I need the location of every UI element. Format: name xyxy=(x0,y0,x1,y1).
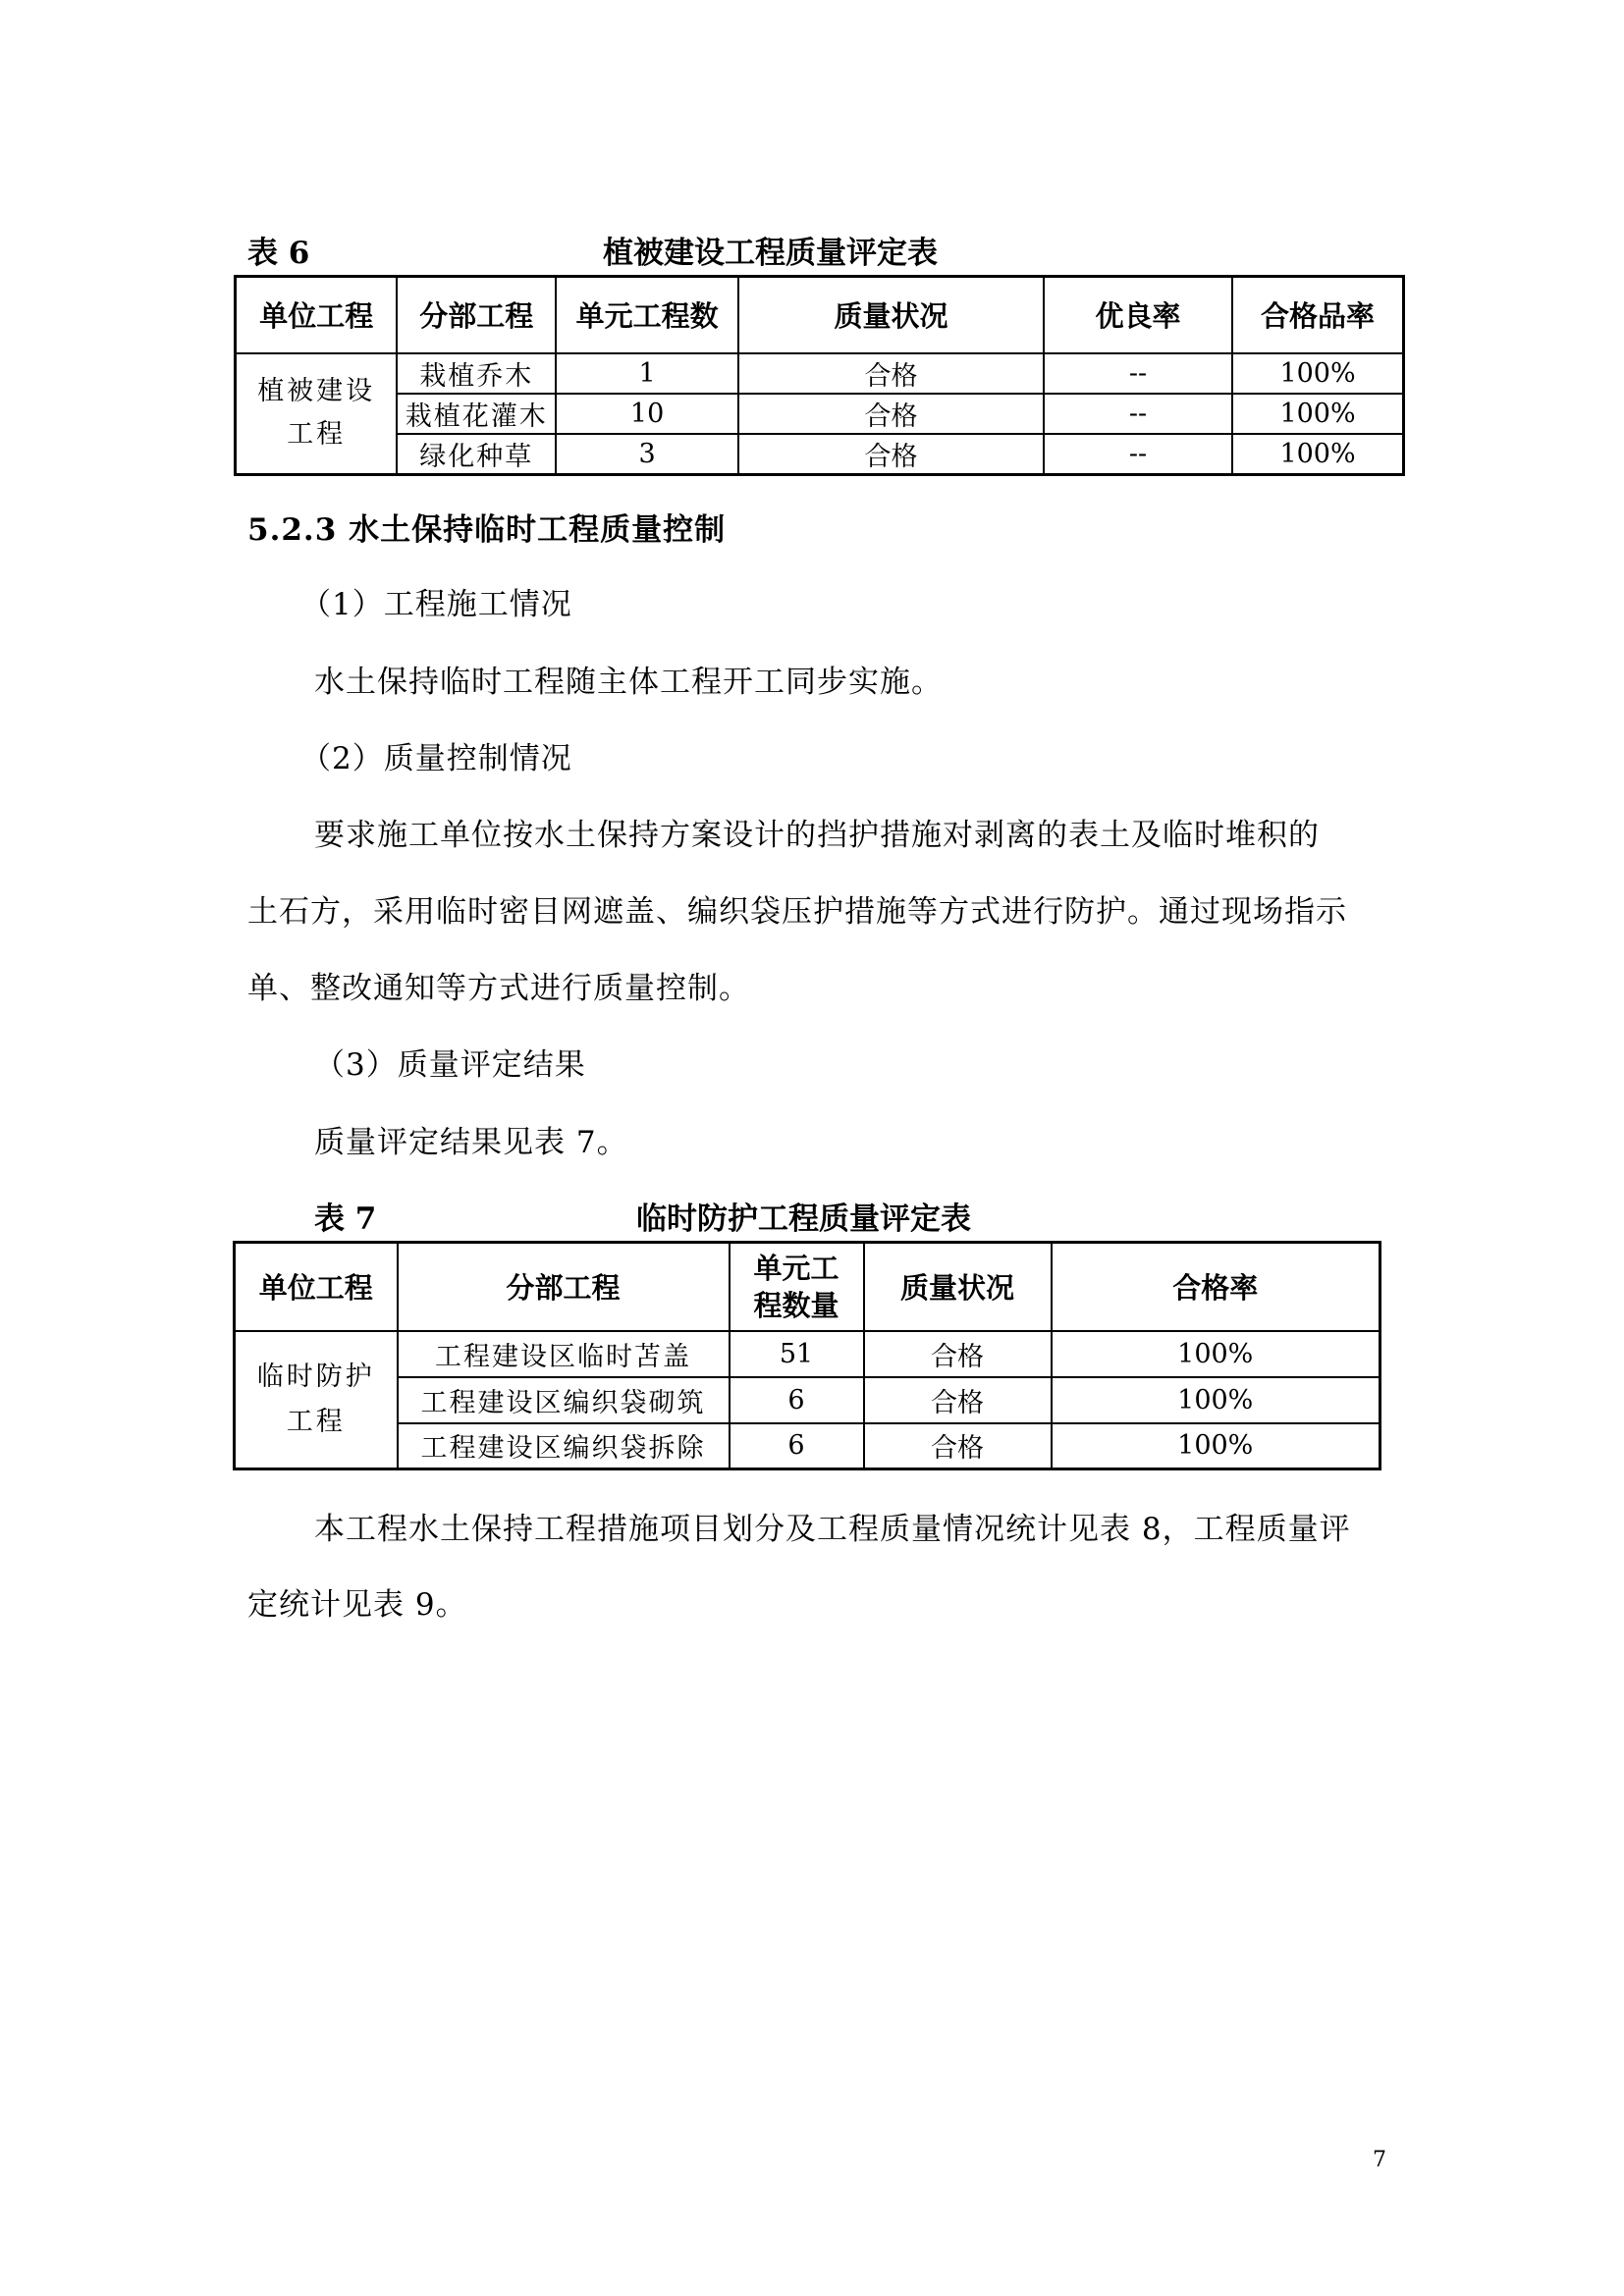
table7-header: 分部工程 xyxy=(398,1243,730,1331)
table7-cell: 6 xyxy=(730,1423,864,1469)
table7-cell: 合格 xyxy=(864,1377,1052,1423)
table6-header: 单元工程数 xyxy=(556,277,738,353)
subheading-1: （1）工程施工情况 xyxy=(300,587,572,622)
table7-label: 表 7 xyxy=(314,1201,377,1237)
table6-cell: 100% xyxy=(1232,353,1403,394)
table6-header: 质量状况 xyxy=(738,277,1044,353)
table7-cell: 100% xyxy=(1052,1423,1380,1469)
table7-cell: 6 xyxy=(730,1377,864,1423)
table6-cell: 100% xyxy=(1232,394,1403,434)
table-row xyxy=(236,434,1404,475)
table7-header: 单位工程 xyxy=(235,1243,398,1331)
table6-cell: 绿化种草 xyxy=(397,434,556,475)
table7-cell: 100% xyxy=(1052,1331,1380,1377)
table7-header: 质量状况 xyxy=(864,1243,1052,1331)
table6-label: 表 6 xyxy=(247,236,310,271)
paragraph-2-line-1: 要求施工单位按水土保持方案设计的挡护措施对剥离的表土及临时堆积的 xyxy=(314,818,1320,853)
table6-cell: 合格 xyxy=(738,353,1044,394)
paragraph-1: 水土保持临时工程随主体工程开工同步实施。 xyxy=(314,665,943,700)
table7-unit-cell: 临时防护工程 xyxy=(235,1331,398,1469)
subheading-3: （3）质量评定结果 xyxy=(314,1047,586,1083)
table6-title: 植被建设工程质量评定表 xyxy=(603,236,938,271)
table-row xyxy=(236,353,1404,394)
table6-header: 分部工程 xyxy=(397,277,556,353)
table7-cell: 100% xyxy=(1052,1377,1380,1423)
table-row xyxy=(235,1377,1380,1423)
paragraph-2-line-3: 单、整改通知等方式进行质量控制。 xyxy=(247,971,750,1006)
section-heading: 5.2.3 水土保持临时工程质量控制 xyxy=(247,512,727,548)
table6-header: 合格品率 xyxy=(1232,277,1403,353)
table6-cell: 栽植乔木 xyxy=(397,353,556,394)
table7-header: 合格率 xyxy=(1052,1243,1380,1331)
table7-cell: 工程建设区编织袋拆除 xyxy=(398,1423,730,1469)
table6-unit-cell: 植被建设工程 xyxy=(236,353,398,475)
table6-cell: -- xyxy=(1044,434,1232,475)
page-number: 7 xyxy=(1373,2148,1386,2172)
table7 xyxy=(233,1241,1381,1470)
table6-cell: -- xyxy=(1044,394,1232,434)
table7-cell: 51 xyxy=(730,1331,864,1377)
table7-cell: 合格 xyxy=(864,1423,1052,1469)
table-row xyxy=(236,394,1404,434)
closing-line-2: 定统计见表 9。 xyxy=(247,1587,467,1623)
table6-cell: 栽植花灌木 xyxy=(397,394,556,434)
table7-header-row xyxy=(235,1243,1380,1331)
table7-title: 临时防护工程质量评定表 xyxy=(636,1201,971,1237)
table6 xyxy=(234,275,1405,476)
table6-header-row xyxy=(236,277,1404,353)
table6-header: 优良率 xyxy=(1044,277,1232,353)
table7-cell: 工程建设区临时苫盖 xyxy=(398,1331,730,1377)
table6-cell: 10 xyxy=(556,394,738,434)
table6-cell: 合格 xyxy=(738,434,1044,475)
table6-cell: 1 xyxy=(556,353,738,394)
table6-header: 单位工程 xyxy=(236,277,398,353)
paragraph-3: 质量评定结果见表 7。 xyxy=(314,1125,628,1160)
table6-cell: -- xyxy=(1044,353,1232,394)
closing-line-1: 本工程水土保持工程措施项目划分及工程质量情况统计见表 8，工程质量评 xyxy=(314,1512,1351,1547)
table6-cell: 合格 xyxy=(738,394,1044,434)
table-row xyxy=(235,1423,1380,1469)
table-row xyxy=(235,1331,1380,1377)
table7-header: 单元工程数量 xyxy=(730,1243,864,1331)
subheading-2: （2）质量控制情况 xyxy=(300,741,572,776)
table7-cell: 合格 xyxy=(864,1331,1052,1377)
paragraph-2-line-2: 土石方，采用临时密目网遮盖、编织袋压护措施等方式进行防护。通过现场指示 xyxy=(247,894,1347,930)
table6-cell: 100% xyxy=(1232,434,1403,475)
table7-cell: 工程建设区编织袋砌筑 xyxy=(398,1377,730,1423)
table6-cell: 3 xyxy=(556,434,738,475)
